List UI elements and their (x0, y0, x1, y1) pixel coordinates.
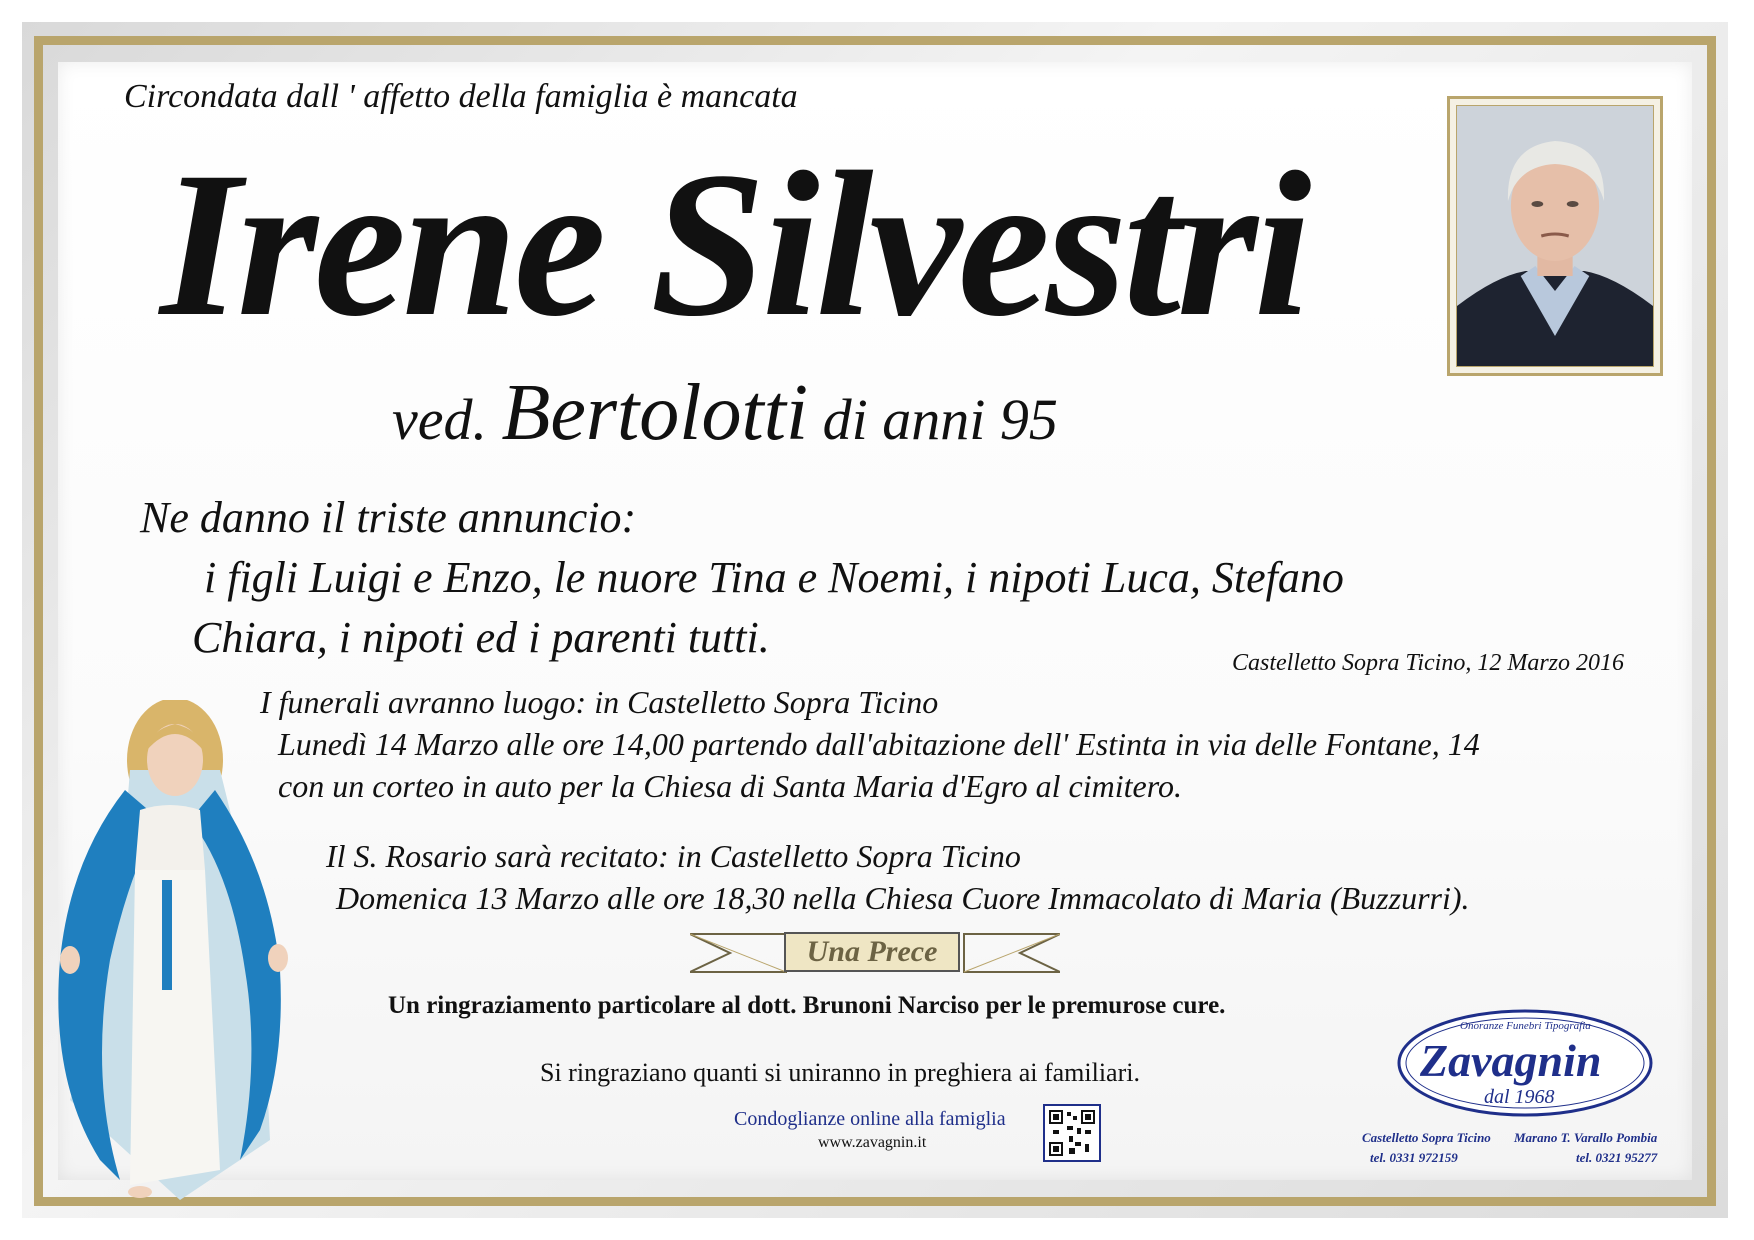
rosary-line-2: Domenica 13 Marzo alle ore 18,30 nella Chiesa Cuore Immacolato di Maria (Buzzurri). (336, 880, 1470, 916)
funeral-line-1: I funerali avranno luogo: in Castelletto Sopra Ticino (260, 684, 939, 720)
agency-office-1: Castelletto Sopra Ticino (1362, 1130, 1491, 1145)
place-date: Castelletto Sopra Ticino, 12 Marzo 2016 (1232, 650, 1625, 676)
agency-phone-2: tel. 0321 95277 (1576, 1150, 1658, 1165)
funeral-line-3: con un corteo in auto per la Chiesa di Santa Maria d'Egro al cimitero. (278, 768, 1182, 804)
agency-phone-1: tel. 0331 972159 (1370, 1150, 1458, 1165)
ved-prefix: ved. (392, 387, 487, 452)
agency-since: dal 1968 (1484, 1086, 1555, 1108)
age-text: di anni 95 (822, 387, 1058, 452)
married-name-line (392, 368, 1058, 459)
prece-label: Una Prece (784, 932, 960, 972)
funeral-line-2: Lunedì 14 Marzo alle ore 14,00 partendo dall'abitazione dell' Estinta in via delle Fontane, 14 (278, 726, 1480, 762)
announcement-heading: Ne danno il triste annuncio: (140, 493, 637, 542)
married-name: Bertolotti (501, 369, 809, 457)
special-thanks: Un ringraziamento particolare al dott. Brunoni Narciso per le premurose cure. (388, 992, 1226, 1019)
agency-tagline: Onoranze Funebri Tipografia (1460, 1020, 1591, 1032)
qr-code-icon[interactable] (1043, 1104, 1101, 1162)
agency-name: Zavagnin (1420, 1035, 1602, 1086)
intro-text: Circondata dall ' affetto della famiglia è mancata (124, 78, 798, 115)
deceased-name: Irene Silvestri (160, 129, 1308, 359)
family-line-2: Chiara, i nipoti ed i parenti tutti. (192, 613, 770, 662)
prece-ribbon (690, 930, 1060, 980)
family-line-1: i figli Luigi e Enzo, le nuore Tina e Noemi, i nipoti Luca, Stefano (204, 553, 1344, 602)
madonna-image (30, 700, 300, 1210)
portrait-photo (1456, 105, 1654, 367)
general-thanks: Si ringraziano quanti si uniranno in preghiera ai familiari. (540, 1058, 1140, 1087)
portrait-frame (1447, 96, 1663, 376)
online-condolences-link[interactable]: Condoglianze online alla famiglia (734, 1108, 1006, 1130)
website-link[interactable]: www.zavagnin.it (818, 1134, 927, 1151)
agency-office-2: Marano T. Varallo Pombia (1514, 1130, 1658, 1145)
rosary-line-1: Il S. Rosario sarà recitato: in Castelletto Sopra Ticino (326, 838, 1021, 874)
